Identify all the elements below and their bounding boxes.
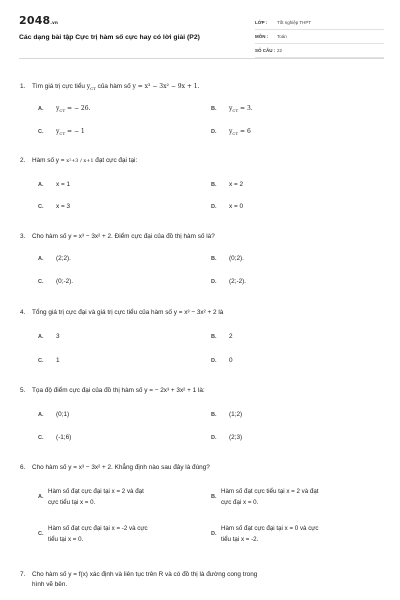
option-label: B. bbox=[211, 256, 217, 262]
fraction: x²+3 / x+1 bbox=[66, 158, 94, 164]
info-label: SỐ CÂU : bbox=[255, 48, 276, 53]
option-text bbox=[221, 523, 371, 545]
question-text bbox=[32, 82, 382, 94]
option-a[interactable] bbox=[38, 104, 90, 116]
question-number: 7. bbox=[20, 571, 26, 578]
var: y bbox=[56, 105, 60, 112]
question-text: Tọa độ điểm cực đại của đồ thị hàm số y = − 2x³ + 3x² + 1 là: bbox=[32, 387, 205, 394]
option-text bbox=[48, 486, 198, 508]
math-expression: y = x³ − 3x² − 9x + 1. bbox=[132, 83, 200, 90]
info-row-count bbox=[255, 44, 384, 58]
question-number: 2. bbox=[20, 157, 26, 164]
math-symbol: $y_{CT}$ bbox=[86, 83, 96, 91]
logo-text: 2048 bbox=[19, 14, 51, 27]
option-a[interactable] bbox=[38, 410, 69, 420]
question-line: hình vẽ bên. bbox=[32, 581, 68, 588]
option-b[interactable] bbox=[211, 486, 381, 510]
question-number: 5. bbox=[20, 387, 26, 394]
option-label: B. bbox=[211, 182, 217, 188]
option-math bbox=[229, 105, 253, 112]
option-text: x = 2 bbox=[229, 181, 244, 188]
option-label: A. bbox=[38, 256, 44, 262]
question-number: 4. bbox=[20, 309, 26, 316]
question-5 bbox=[20, 386, 382, 446]
option-text bbox=[48, 523, 198, 545]
option-value: = 3. bbox=[238, 105, 253, 112]
option-text: (2;2). bbox=[56, 255, 71, 262]
text-part: Tìm giá trị cực tiểu bbox=[32, 83, 87, 90]
question-line: Cho hàm số y = f(x) xác định và liên tục trên R và có đồ thị là đường cong trong bbox=[32, 571, 258, 578]
option-c[interactable] bbox=[38, 127, 85, 139]
text-part: của hàm số bbox=[95, 83, 133, 90]
option-math bbox=[56, 105, 90, 112]
option-line: Hàm số đạt cực đại tại x = -2 và cực bbox=[48, 525, 148, 532]
option-text bbox=[221, 486, 371, 508]
header-divider bbox=[19, 58, 384, 59]
option-label: D. bbox=[211, 129, 217, 135]
option-text: x = 3 bbox=[56, 203, 71, 210]
var-sub: CT bbox=[59, 108, 66, 113]
option-b[interactable] bbox=[211, 410, 242, 420]
option-text: (-1;6) bbox=[56, 434, 72, 441]
var: y bbox=[229, 105, 233, 112]
option-a[interactable] bbox=[38, 254, 71, 264]
option-label: D. bbox=[211, 204, 217, 210]
option-b[interactable] bbox=[211, 180, 243, 190]
option-line: Hàm số đạt cực đại tại x = 0 và cực bbox=[221, 525, 319, 532]
question-7 bbox=[20, 570, 382, 596]
option-label: B. bbox=[211, 106, 217, 112]
option-a[interactable] bbox=[38, 486, 208, 510]
option-b[interactable] bbox=[211, 332, 233, 342]
option-b[interactable] bbox=[211, 254, 244, 264]
option-line: cực đại x = 0. bbox=[221, 499, 259, 506]
question-text: Tổng giá trị cực đại và giá trị cực tiểu của hàm số y = x³ − 3x² + 2 là bbox=[32, 309, 224, 316]
option-value: = − 26. bbox=[65, 105, 91, 112]
text-part: Hàm số y = bbox=[32, 157, 67, 164]
option-label: C. bbox=[38, 531, 44, 537]
question-number: 1. bbox=[20, 83, 26, 90]
option-c[interactable] bbox=[38, 202, 70, 212]
question-6 bbox=[20, 463, 382, 558]
var-sub: CT bbox=[59, 131, 66, 136]
option-text: (1;2) bbox=[229, 411, 243, 418]
option-label: A. bbox=[38, 106, 44, 112]
option-text: (2;3) bbox=[229, 434, 243, 441]
info-value: Toán bbox=[277, 34, 287, 39]
option-label: B. bbox=[211, 334, 217, 340]
question-number: 6. bbox=[20, 464, 26, 471]
option-label: A. bbox=[38, 334, 44, 340]
info-value: 22 bbox=[277, 48, 283, 53]
option-text: (0;2). bbox=[229, 255, 244, 262]
option-label: A. bbox=[38, 182, 44, 188]
option-line: Hàm số đạt cực đại tại x = 2 và đạt bbox=[48, 488, 144, 495]
option-text: x = 1 bbox=[56, 181, 71, 188]
var-sub: CT bbox=[232, 108, 239, 113]
info-panel bbox=[255, 16, 384, 58]
option-label: C. bbox=[38, 129, 44, 135]
option-text: 3 bbox=[56, 333, 60, 340]
option-label: D. bbox=[211, 358, 217, 364]
logo-suffix: .vn bbox=[50, 20, 58, 25]
option-a[interactable] bbox=[38, 180, 70, 190]
option-text: (0;-2). bbox=[56, 278, 74, 285]
option-label: A. bbox=[38, 494, 44, 500]
option-label: D. bbox=[211, 279, 217, 285]
var: y bbox=[229, 128, 233, 135]
question-text: Cho hàm số y = x³ − 3x² + 2. Khẳng định nào sau đây là đúng? bbox=[32, 464, 210, 471]
option-d[interactable] bbox=[211, 127, 251, 139]
option-text: 1 bbox=[56, 357, 60, 364]
option-label: A. bbox=[38, 412, 44, 418]
question-4 bbox=[20, 308, 382, 368]
info-value: Tốt nghiệp THPT bbox=[277, 20, 312, 25]
option-line: tiểu tại x = -2. bbox=[221, 536, 259, 543]
var-sub: CT bbox=[232, 131, 239, 136]
option-c[interactable] bbox=[38, 523, 208, 547]
option-line: cực tiểu tại x = 0. bbox=[48, 499, 96, 506]
option-c[interactable] bbox=[38, 433, 71, 443]
option-a[interactable] bbox=[38, 332, 60, 342]
option-math bbox=[56, 128, 85, 135]
question-text bbox=[32, 570, 382, 590]
option-label: B. bbox=[211, 412, 217, 418]
option-label: C. bbox=[38, 358, 44, 364]
option-value: = − 1 bbox=[65, 128, 85, 135]
option-b[interactable] bbox=[211, 104, 253, 116]
option-label: C. bbox=[38, 435, 44, 441]
question-text bbox=[32, 156, 382, 166]
option-label: B. bbox=[211, 494, 217, 500]
option-math bbox=[229, 128, 251, 135]
question-number: 3. bbox=[20, 233, 26, 240]
option-text: 2 bbox=[229, 333, 233, 340]
option-line: Hàm số đạt cực tiểu tại x = 2 và đạt bbox=[221, 488, 319, 495]
info-row-class bbox=[255, 16, 384, 30]
option-label: C. bbox=[38, 279, 44, 285]
text-part: đạt cực đại tại: bbox=[93, 157, 138, 164]
option-label: D. bbox=[211, 531, 217, 537]
question-3 bbox=[20, 232, 382, 292]
question-1 bbox=[20, 82, 382, 152]
option-value: = 6 bbox=[238, 128, 251, 135]
info-label: LỚP : bbox=[255, 20, 268, 25]
option-label: D. bbox=[211, 435, 217, 441]
option-d[interactable] bbox=[211, 356, 233, 366]
option-label: C. bbox=[38, 204, 44, 210]
document-title: Các dạng bài tập Cực trị hàm số cực hay có lời giải (P2) bbox=[19, 34, 200, 41]
option-text: (0;1) bbox=[56, 411, 70, 418]
info-row-subject bbox=[255, 30, 384, 44]
option-d[interactable] bbox=[211, 202, 243, 212]
option-line: tiểu tại x = 0. bbox=[48, 536, 84, 543]
option-d[interactable] bbox=[211, 277, 246, 287]
site-logo[interactable] bbox=[19, 14, 58, 27]
option-d[interactable] bbox=[211, 433, 242, 443]
option-c[interactable] bbox=[38, 277, 73, 287]
option-c[interactable] bbox=[38, 356, 60, 366]
option-d[interactable] bbox=[211, 523, 381, 547]
info-label: MÔN : bbox=[255, 34, 269, 39]
option-text: (2;-2). bbox=[229, 278, 247, 285]
var: y bbox=[56, 128, 60, 135]
option-text: x = 0 bbox=[229, 203, 244, 210]
question-2 bbox=[20, 156, 382, 216]
question-text: Cho hàm số y = x³ − 3x² + 2. Điểm cực đại của đồ thị hàm số là? bbox=[32, 233, 215, 240]
option-text: 0 bbox=[229, 357, 233, 364]
